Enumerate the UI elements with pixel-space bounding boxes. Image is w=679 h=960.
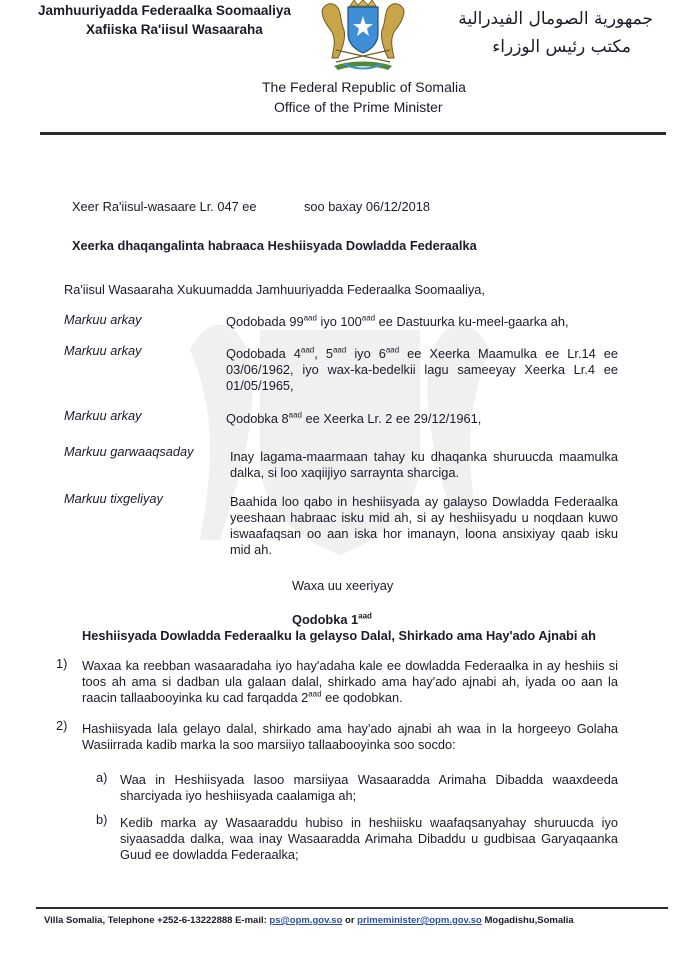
article-number: Qodobka $1^{aad}$ — [292, 611, 372, 627]
recital-text: Inay lagama-maarmaan tahay ku dhaqanka shuruucda maamulka dalka, si loo xaqiijiyo sarraynta sharciga. — [230, 449, 618, 480]
header-arabic-line1: جمهورية الصومال الفيدرالية — [458, 9, 653, 29]
clause-text: Waxaa ka reebban wasaaradaha iyo hay'adaha kale ee dowladda Federaalka in ay heshiis si toos ah ama si dadban ula galaan dalal, shirkado ama hay'ado ajnabi ah, iyada oo aan la raacin tallaabooyinka ku cad farqadda $2^{aad}$ ee qodobkan. — [82, 658, 618, 705]
header-english-line2: Office of the Prime Minister — [274, 99, 443, 115]
recital-label: Markuu arkay — [64, 408, 142, 423]
footer-phone: +252-6-13222888 — [157, 915, 233, 926]
header-divider — [40, 132, 666, 135]
header-somali-line1: Jamhuuriyadda Federaalka Soomaaliya — [38, 3, 291, 18]
footer-email-label: E-mail: — [235, 915, 267, 926]
sub-clause-number: a) — [96, 770, 108, 785]
header-english-line1: The Federal Republic of Somalia — [262, 79, 466, 95]
decree-intro: Ra'iisul Wasaaraha Xukuumadda Jamhuuriyadda Federaalka Soomaaliya, — [64, 282, 485, 297]
article-title: Heshiisyada Dowladda Federaalku la gelayso Dalal, Shirkado ama Hay'ado Ajnabi ah — [82, 628, 596, 643]
footer-email-link-ps[interactable]: ps@opm.gov.so — [269, 915, 343, 926]
recital-label: Markuu garwaaqsaday — [64, 444, 194, 459]
clause-text: Hashiisyada lala gelayo dalal, shirkado ama hay'ado ajnabi ah waa in la horgeeyo Golaha Wasiirrada kadib marka la soo marsiiyo tallaabooyinka soo socdo: — [82, 721, 618, 752]
sub-clause-number: b) — [96, 812, 108, 827]
decree-issued-date: soo baxay 06/12/2018 — [304, 199, 430, 214]
recital-label: Markuu tixgeliyay — [64, 491, 163, 506]
decree-title: Xeerka dhaqangalinta habraaca Heshiisyada Dowladda Federaalka — [72, 238, 477, 253]
recital-text: Qodobada $4^{aad}$, $5^{aad}$ iyo $6^{aad}$ ee Xeerka Maamulka ee Lr.14 ee 03/06/1962, iyo wax-ka-bedelkii lagu sameeyay Xeerka Lr.4 ee 01/05/1965, — [226, 345, 618, 393]
footer-city: Mogadishu,Somalia — [484, 915, 574, 926]
recital-label: Markuu arkay — [64, 312, 142, 327]
footer-or: or — [345, 915, 355, 926]
header-arabic-line2: مكتب رئيس الوزراء — [492, 37, 631, 57]
recital-label: Markuu arkay — [64, 343, 142, 358]
recital-text: Qodobada $99^{aad}$ iyo $100^{aad}$ ee Dastuurka ku-meel-gaarka ah, — [226, 313, 569, 329]
header-somali-line2: Xafiiska Ra'iisul Wasaaraha — [86, 22, 263, 37]
clause-number: 2) — [56, 718, 68, 733]
footer-divider — [36, 907, 668, 909]
coat-of-arms-icon — [316, 0, 410, 72]
footer-address: Villa Somalia, Telephone — [44, 915, 155, 926]
decree-number: Xeer Ra'iisul-wasaare Lr. 047 ee — [72, 199, 257, 214]
footer-contact — [44, 915, 574, 926]
decrees-heading: Waxa uu xeeriyay — [292, 578, 394, 593]
recital-text: Baahida loo qabo in heshiisyada ay galayso Dowladda Federaalka yeeshaan habraac isku mid ah, si ay heshiisyadu u noqdaan kuwo iswaafaqsan oo aan iska hor imanayn, loona ansixiyay qaab isku mid ah. — [230, 494, 618, 557]
sub-clause-text: Kedib marka ay Wasaaraddu hubiso in heshiisku waafaqsanyahay shuruucda iyo siyaasadda dalka, waa inay Wasaaradda Arimaha Dibaddu u gudbisaa Garyaqaanka Guud ee dowladda Federaalka; — [120, 815, 618, 862]
recital-text: Qodobka $8^{aad}$ ee Xeerka Lr. 2 ee 29/12/1961, — [226, 410, 482, 426]
sub-clause-text: Waa in Heshiisyada lasoo marsiiyaa Wasaaradda Arimaha Dibadda waaxdeeda sharciyada iyo heshiisyada caalamiga ah; — [120, 772, 618, 803]
clause-number: 1) — [56, 656, 68, 671]
footer-email-link-pm[interactable]: primeminister@opm.gov.so — [357, 915, 482, 926]
